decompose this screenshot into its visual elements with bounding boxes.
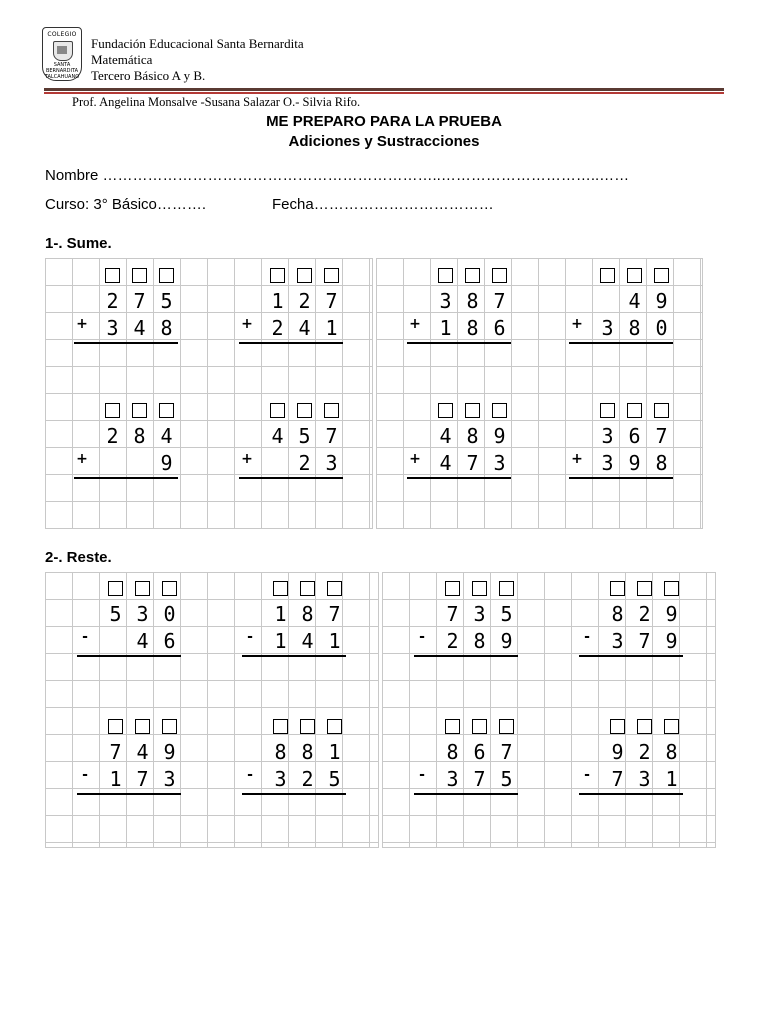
digit: 6 xyxy=(628,424,641,448)
carry-row xyxy=(412,713,520,740)
digit: 8 xyxy=(466,289,479,313)
minus-sign: - xyxy=(82,767,88,783)
bottom-number xyxy=(72,451,180,478)
digit: 1 xyxy=(439,316,452,340)
minus-sign: - xyxy=(419,629,425,645)
addition-section-label: 1-. Sume. xyxy=(45,235,112,252)
digit: 2 xyxy=(106,424,119,448)
top-number xyxy=(577,602,685,629)
digit: 5 xyxy=(160,289,173,313)
carry-box[interactable] xyxy=(273,581,288,596)
plus-sign: + xyxy=(76,451,88,467)
name-field[interactable]: Nombre …………………………………………………………..…………………………..…… xyxy=(45,167,630,184)
carry-box[interactable] xyxy=(135,719,150,734)
carry-row xyxy=(237,262,345,289)
carry-box[interactable] xyxy=(297,268,312,283)
page-subtitle: Adiciones y Sustracciones xyxy=(288,133,480,150)
digit: 7 xyxy=(655,424,668,448)
carry-row xyxy=(72,262,180,289)
carry-box[interactable] xyxy=(327,581,342,596)
carry-box[interactable] xyxy=(108,719,123,734)
digit: 0 xyxy=(655,316,668,340)
digit: 6 xyxy=(493,316,506,340)
result-line xyxy=(579,793,683,795)
digit: 3 xyxy=(136,602,149,626)
digit: 5 xyxy=(109,602,122,626)
digit: 8 xyxy=(466,424,479,448)
digit: 2 xyxy=(638,740,651,764)
top-number xyxy=(567,424,675,451)
carry-box[interactable] xyxy=(105,268,120,283)
top-number xyxy=(412,740,520,767)
bottom-number xyxy=(405,451,513,478)
bottom-number xyxy=(240,767,348,794)
addition-problem-2 xyxy=(237,262,345,343)
carry-box[interactable] xyxy=(654,268,669,283)
result-line xyxy=(414,655,518,657)
digit: 9 xyxy=(628,451,641,475)
carry-row xyxy=(405,397,513,424)
digit: 3 xyxy=(163,767,176,791)
subtraction-problem-1 xyxy=(75,575,183,656)
subtraction-problem-8 xyxy=(577,713,685,794)
bottom-number xyxy=(567,316,675,343)
minus-sign: - xyxy=(419,767,425,783)
school-logo xyxy=(42,27,82,81)
carry-box[interactable] xyxy=(610,719,625,734)
carry-box[interactable] xyxy=(637,719,652,734)
top-number xyxy=(72,424,180,451)
digit: 4 xyxy=(628,289,641,313)
result-line xyxy=(569,342,673,344)
digit: 7 xyxy=(136,767,149,791)
digit: 4 xyxy=(301,629,314,653)
digit: 8 xyxy=(301,602,314,626)
result-line xyxy=(239,342,343,344)
carry-box[interactable] xyxy=(637,581,652,596)
header-rule-accent xyxy=(44,92,724,94)
carry-box[interactable] xyxy=(135,581,150,596)
carry-box[interactable] xyxy=(159,268,174,283)
digit: 9 xyxy=(160,451,173,475)
bottom-number xyxy=(237,316,345,343)
bottom-number xyxy=(75,629,183,656)
top-number xyxy=(240,602,348,629)
top-number xyxy=(412,602,520,629)
school-info xyxy=(91,36,304,84)
digit: 8 xyxy=(665,740,678,764)
digit: 4 xyxy=(298,316,311,340)
subtraction-problem-6 xyxy=(240,713,348,794)
digit: 1 xyxy=(328,740,341,764)
course-field: Curso: 3° Básico………. xyxy=(45,196,207,213)
subtraction-problem-7 xyxy=(412,713,520,794)
carry-box[interactable] xyxy=(132,268,147,283)
digit: 4 xyxy=(439,451,452,475)
result-line xyxy=(242,655,346,657)
addition-problem-1 xyxy=(72,262,180,343)
carry-row xyxy=(577,575,685,602)
digit: 2 xyxy=(271,316,284,340)
bottom-number xyxy=(240,629,348,656)
addition-problem-6 xyxy=(237,397,345,478)
digit: 1 xyxy=(109,767,122,791)
digit: 9 xyxy=(665,602,678,626)
top-number xyxy=(577,740,685,767)
digit: 3 xyxy=(601,424,614,448)
digit: 2 xyxy=(446,629,459,653)
carry-row xyxy=(412,575,520,602)
digit: 4 xyxy=(133,316,146,340)
carry-box[interactable] xyxy=(300,581,315,596)
carry-box[interactable] xyxy=(438,268,453,283)
minus-sign: - xyxy=(82,629,88,645)
digit: 3 xyxy=(473,602,486,626)
digit: 9 xyxy=(500,629,513,653)
subtraction-problem-2 xyxy=(240,575,348,656)
digit: 1 xyxy=(274,629,287,653)
carry-box[interactable] xyxy=(600,403,615,418)
digit: 3 xyxy=(274,767,287,791)
digit: 3 xyxy=(446,767,459,791)
digit: 4 xyxy=(271,424,284,448)
top-number xyxy=(75,602,183,629)
carry-box[interactable] xyxy=(273,719,288,734)
digit: 8 xyxy=(274,740,287,764)
bottom-number xyxy=(412,767,520,794)
bottom-number xyxy=(237,451,345,478)
carry-box[interactable] xyxy=(492,268,507,283)
carry-row xyxy=(75,713,183,740)
subtraction-problem-4 xyxy=(577,575,685,656)
digit: 5 xyxy=(298,424,311,448)
top-number xyxy=(237,424,345,451)
carry-row xyxy=(72,397,180,424)
bottom-number xyxy=(75,767,183,794)
digit: 6 xyxy=(473,740,486,764)
bottom-number xyxy=(567,451,675,478)
digit: 3 xyxy=(601,451,614,475)
digit: 3 xyxy=(638,767,651,791)
digit: 9 xyxy=(163,740,176,764)
carry-box[interactable] xyxy=(465,268,480,283)
digit: 2 xyxy=(298,289,311,313)
carry-box[interactable] xyxy=(162,719,177,734)
digit: 9 xyxy=(655,289,668,313)
subject: Matemática xyxy=(91,52,153,67)
digit: 0 xyxy=(163,602,176,626)
carry-box[interactable] xyxy=(324,403,339,418)
digit: 3 xyxy=(439,289,452,313)
carry-box[interactable] xyxy=(132,403,147,418)
carry-box[interactable] xyxy=(499,719,514,734)
carry-box[interactable] xyxy=(627,268,642,283)
carry-box[interactable] xyxy=(472,581,487,596)
digit: 6 xyxy=(163,629,176,653)
digit: 7 xyxy=(638,629,651,653)
digit: 8 xyxy=(133,424,146,448)
digit: 8 xyxy=(628,316,641,340)
bottom-number xyxy=(577,629,685,656)
plus-sign: + xyxy=(241,316,253,332)
top-number xyxy=(405,424,513,451)
digit: 5 xyxy=(500,767,513,791)
digit: 7 xyxy=(325,289,338,313)
digit: 7 xyxy=(466,451,479,475)
digit: 8 xyxy=(446,740,459,764)
carry-box[interactable] xyxy=(159,403,174,418)
carry-box[interactable] xyxy=(105,403,120,418)
digit: 2 xyxy=(106,289,119,313)
date-field[interactable]: Fecha……………………………… xyxy=(272,196,494,213)
carry-box[interactable] xyxy=(445,719,460,734)
result-line xyxy=(77,793,181,795)
digit: 5 xyxy=(328,767,341,791)
digit: 9 xyxy=(665,629,678,653)
plus-sign: + xyxy=(241,451,253,467)
digit: 3 xyxy=(493,451,506,475)
carry-box[interactable] xyxy=(600,268,615,283)
carry-box[interactable] xyxy=(297,403,312,418)
school-name: Fundación Educacional Santa Bernardita xyxy=(91,36,304,51)
subtraction-problem-3 xyxy=(412,575,520,656)
minus-sign: - xyxy=(247,767,253,783)
addition-problem-3 xyxy=(405,262,513,343)
carry-box[interactable] xyxy=(654,403,669,418)
top-number xyxy=(567,289,675,316)
digit: 1 xyxy=(328,629,341,653)
result-line xyxy=(407,342,511,344)
carry-box[interactable] xyxy=(162,581,177,596)
digit: 1 xyxy=(271,289,284,313)
digit: 8 xyxy=(611,602,624,626)
top-number xyxy=(240,740,348,767)
carry-row xyxy=(240,575,348,602)
result-line xyxy=(77,655,181,657)
grade-level: Tercero Básico A y B. xyxy=(91,68,206,83)
carry-box[interactable] xyxy=(627,403,642,418)
digit: 7 xyxy=(611,767,624,791)
digit: 7 xyxy=(493,289,506,313)
digit: 3 xyxy=(325,451,338,475)
digit: 3 xyxy=(601,316,614,340)
result-line xyxy=(569,477,673,479)
digit: 2 xyxy=(298,451,311,475)
top-number xyxy=(405,289,513,316)
plus-sign: + xyxy=(409,451,421,467)
result-line xyxy=(74,477,178,479)
carry-row xyxy=(75,575,183,602)
digit: 7 xyxy=(133,289,146,313)
carry-box[interactable] xyxy=(324,268,339,283)
digit: 4 xyxy=(439,424,452,448)
plus-sign: + xyxy=(409,316,421,332)
carry-box[interactable] xyxy=(270,403,285,418)
minus-sign: - xyxy=(584,629,590,645)
digit: 7 xyxy=(109,740,122,764)
digit: 1 xyxy=(274,602,287,626)
subtraction-section-label: 2-. Reste. xyxy=(45,549,112,566)
carry-box[interactable] xyxy=(438,403,453,418)
result-line xyxy=(74,342,178,344)
result-line xyxy=(242,793,346,795)
result-line xyxy=(579,655,683,657)
digit: 3 xyxy=(106,316,119,340)
result-line xyxy=(407,477,511,479)
shield-icon xyxy=(53,41,73,61)
carry-row xyxy=(567,262,675,289)
carry-box[interactable] xyxy=(472,719,487,734)
digit: 3 xyxy=(611,629,624,653)
bottom-number xyxy=(577,767,685,794)
carry-row xyxy=(567,397,675,424)
digit: 9 xyxy=(611,740,624,764)
plus-sign: + xyxy=(571,316,583,332)
digit: 1 xyxy=(665,767,678,791)
digit: 7 xyxy=(500,740,513,764)
subtraction-problem-5 xyxy=(75,713,183,794)
carry-box[interactable] xyxy=(270,268,285,283)
digit: 9 xyxy=(493,424,506,448)
teachers-line: Prof. Angelina Monsalve -Susana Salazar O.- Silvia Rifo. xyxy=(72,95,361,109)
carry-box[interactable] xyxy=(492,403,507,418)
carry-box[interactable] xyxy=(664,581,679,596)
digit: 7 xyxy=(446,602,459,626)
digit: 2 xyxy=(638,602,651,626)
carry-box[interactable] xyxy=(445,581,460,596)
digit: 8 xyxy=(655,451,668,475)
logo-bottom-text: SANTA BERNARDITA TALCAHUANO xyxy=(44,62,80,80)
carry-box[interactable] xyxy=(327,719,342,734)
carry-box[interactable] xyxy=(465,403,480,418)
result-line xyxy=(239,477,343,479)
top-number xyxy=(237,289,345,316)
top-number xyxy=(72,289,180,316)
addition-problem-7 xyxy=(405,397,513,478)
plus-sign: + xyxy=(571,451,583,467)
plus-sign: + xyxy=(76,316,88,332)
minus-sign: - xyxy=(584,767,590,783)
carry-row xyxy=(577,713,685,740)
carry-row xyxy=(405,262,513,289)
digit: 4 xyxy=(136,629,149,653)
carry-row xyxy=(237,397,345,424)
addition-problem-4 xyxy=(567,262,675,343)
digit: 5 xyxy=(500,602,513,626)
digit: 8 xyxy=(466,316,479,340)
carry-row xyxy=(240,713,348,740)
digit: 8 xyxy=(301,740,314,764)
bottom-number xyxy=(72,316,180,343)
addition-problem-8 xyxy=(567,397,675,478)
header-rule xyxy=(44,88,724,91)
bottom-number xyxy=(405,316,513,343)
carry-box[interactable] xyxy=(300,719,315,734)
page-title: ME PREPARO PARA LA PRUEBA xyxy=(266,113,502,130)
digit: 7 xyxy=(325,424,338,448)
carry-box[interactable] xyxy=(664,719,679,734)
digit: 8 xyxy=(160,316,173,340)
logo-top-text: COLEGIO xyxy=(47,31,77,38)
minus-sign: - xyxy=(247,629,253,645)
top-number xyxy=(75,740,183,767)
digit: 4 xyxy=(160,424,173,448)
carry-box[interactable] xyxy=(499,581,514,596)
addition-problem-5 xyxy=(72,397,180,478)
digit: 7 xyxy=(328,602,341,626)
bottom-number xyxy=(412,629,520,656)
digit: 8 xyxy=(473,629,486,653)
carry-box[interactable] xyxy=(610,581,625,596)
digit: 7 xyxy=(473,767,486,791)
carry-box[interactable] xyxy=(108,581,123,596)
digit: 1 xyxy=(325,316,338,340)
result-line xyxy=(414,793,518,795)
digit: 2 xyxy=(301,767,314,791)
digit: 4 xyxy=(136,740,149,764)
